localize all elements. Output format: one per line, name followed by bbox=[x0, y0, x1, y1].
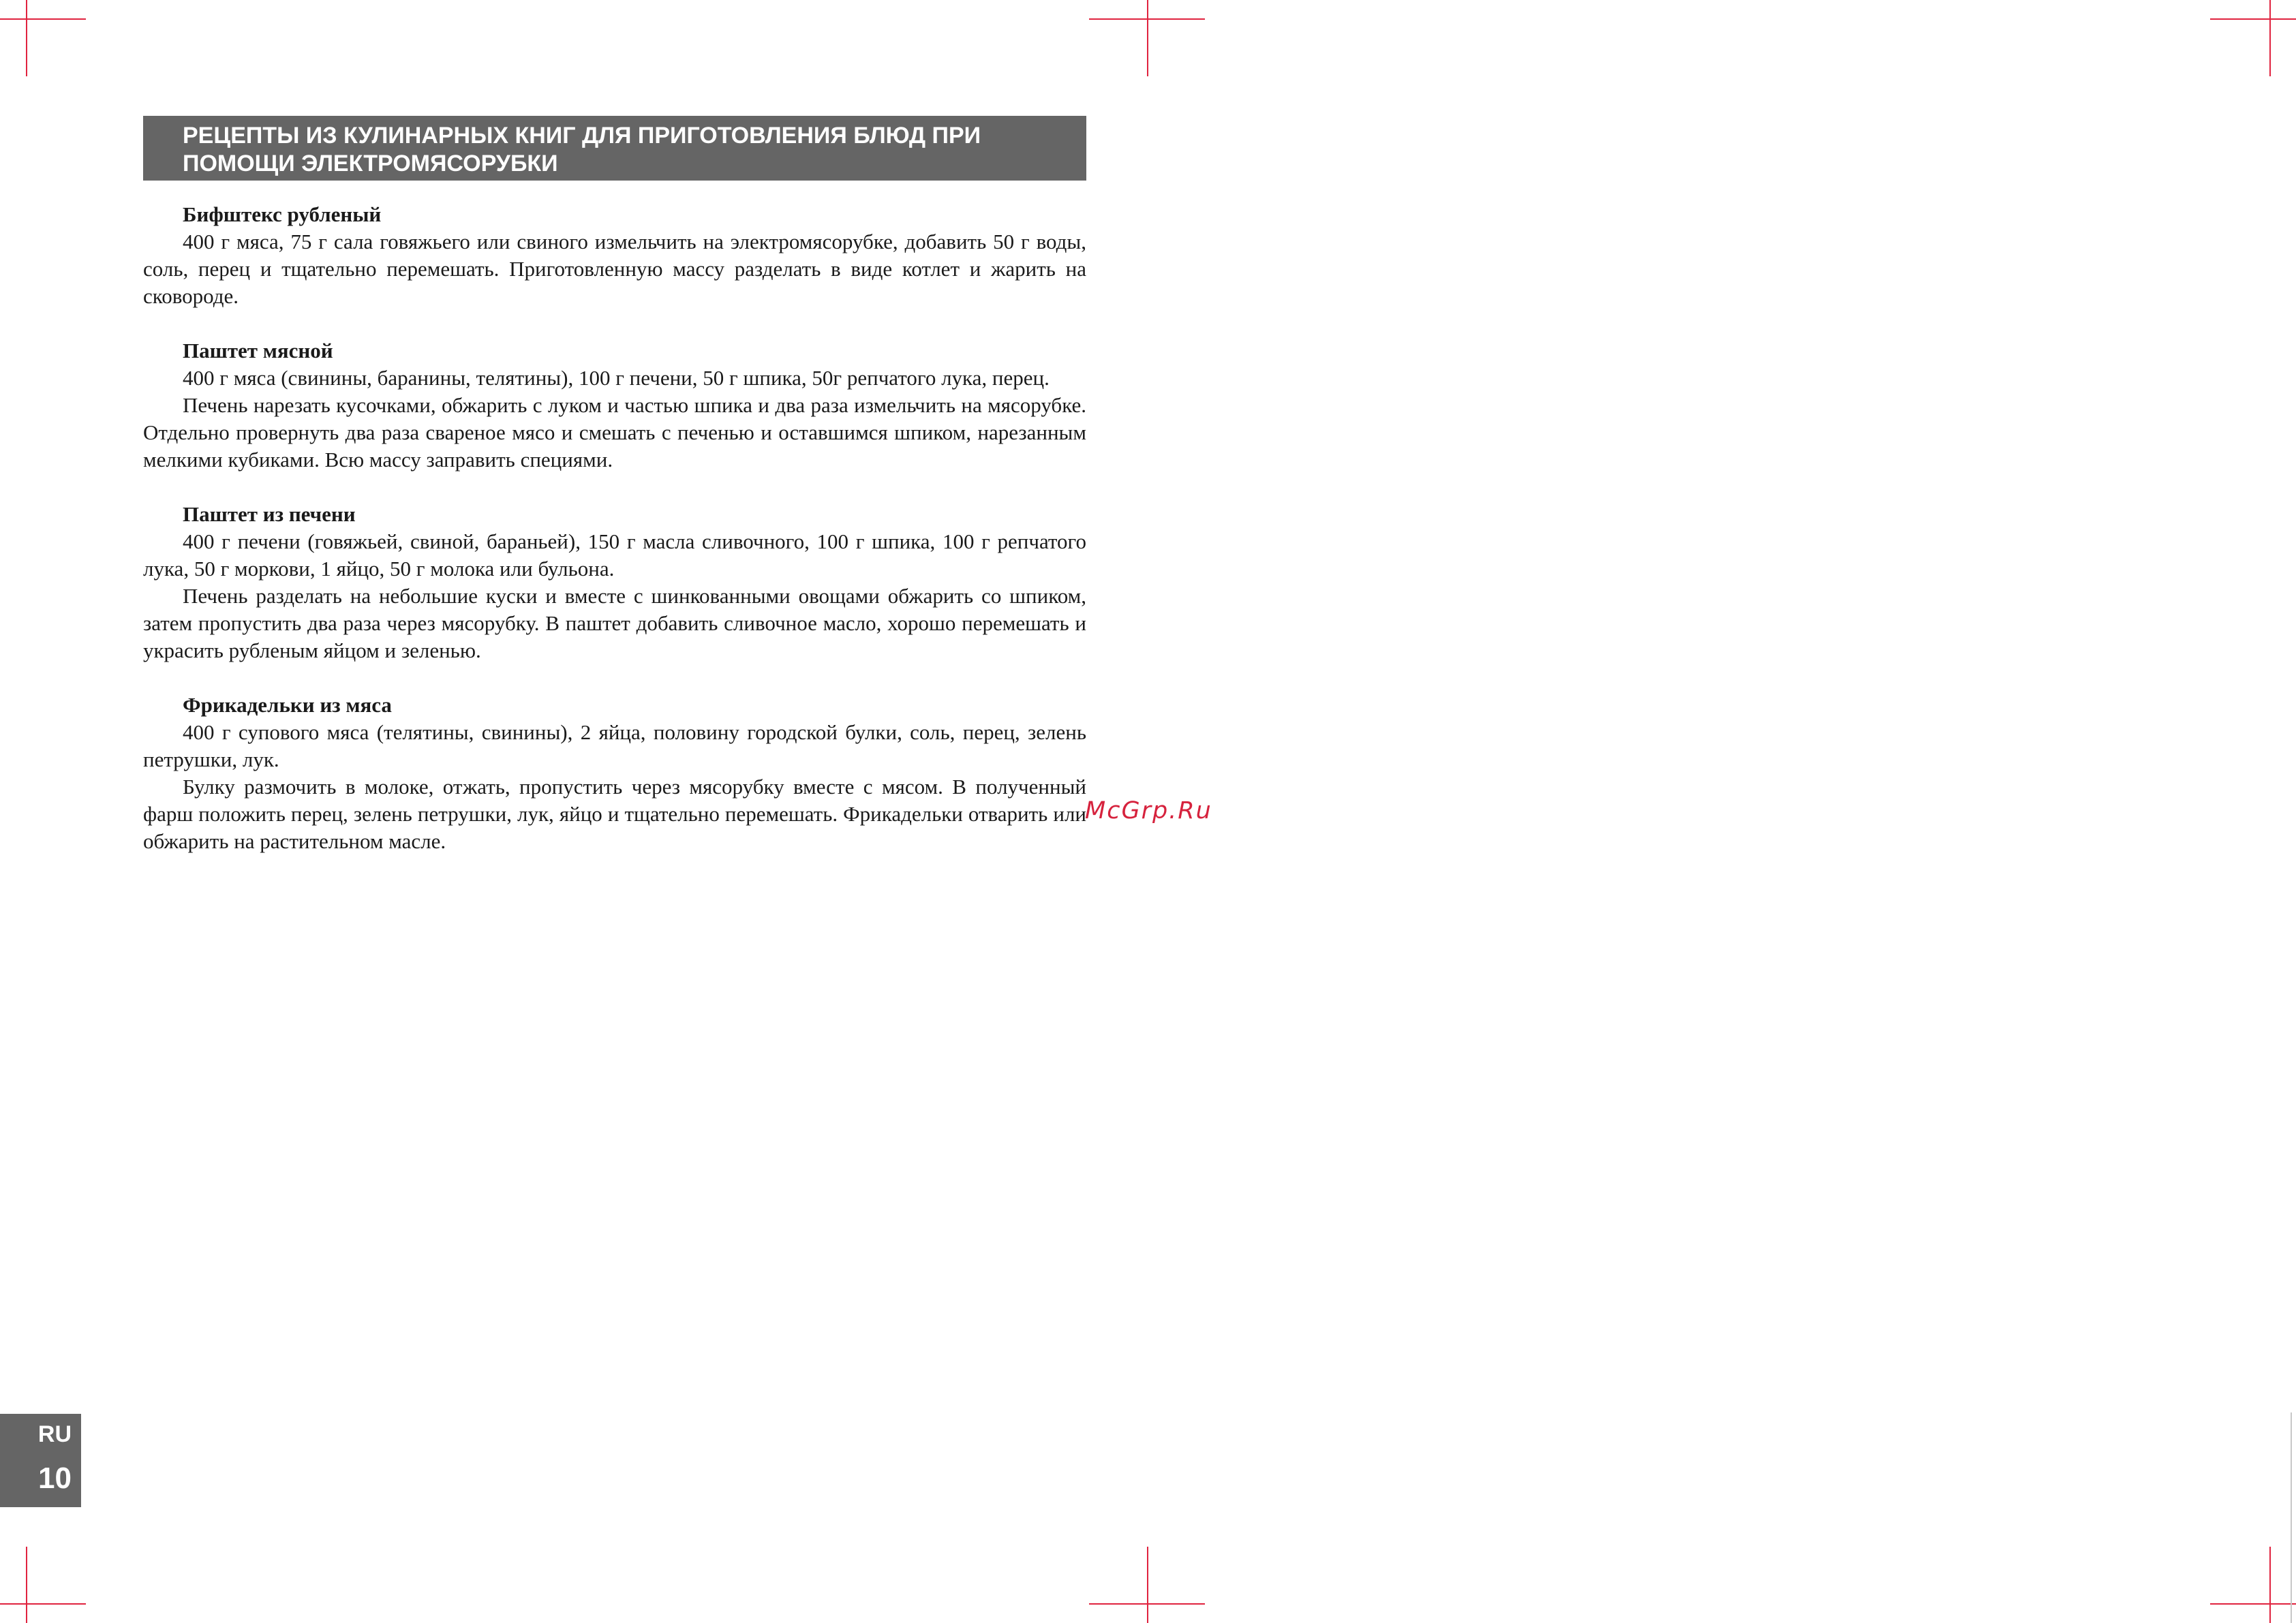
recipe-title: Фрикадельки из мяса bbox=[183, 693, 392, 717]
crop-mark bbox=[0, 18, 86, 20]
crop-mark bbox=[2210, 1603, 2296, 1605]
page-content bbox=[143, 116, 1086, 882]
section-header bbox=[143, 116, 1086, 181]
crop-mark bbox=[26, 1547, 27, 1623]
recipe-paragraph: Булку размочить в молоке, отжать, пропустить через мясорубку вместе с мясом. В полученный фарш положить перец, зелень петрушки, лук, яйцо и тщательно перемешать. Фрикадельки отварить или обжарить на растительном масле. bbox=[143, 775, 1086, 853]
watermark-link[interactable]: McGrp.Ru bbox=[1085, 797, 1212, 824]
recipe-pashtet-iz-pecheni bbox=[143, 501, 1086, 664]
crop-mark bbox=[0, 1603, 86, 1605]
recipe-paragraph: 400 г супового мяса (телятины, свинины), 2 яйца, половину городской булки, соль, перец, зелень петрушки, лук. bbox=[143, 720, 1086, 771]
page-number: 10 bbox=[38, 1462, 72, 1495]
crop-mark bbox=[26, 0, 27, 76]
crop-mark bbox=[1147, 1547, 1148, 1623]
recipe-title: Паштет из печени bbox=[183, 502, 356, 526]
page-tab bbox=[0, 1414, 81, 1507]
crop-mark bbox=[2269, 1547, 2271, 1623]
recipe-paragraph: Печень разделать на небольшие куски и вместе с шинкованными овощами обжарить со шпиком, затем пропустить два раза через мясорубку. В паштет добавить сливочное масло, хорошо перемешать и украсить рубленым яйцом и зеленью. bbox=[143, 584, 1086, 662]
recipe-paragraph: 400 г мяса (свинины, баранины, телятины), 100 г печени, 50 г шпика, 50г репчатого лука, перец. bbox=[183, 366, 1050, 390]
language-label: RU bbox=[37, 1421, 72, 1447]
crop-mark bbox=[2210, 18, 2296, 20]
recipe-list bbox=[143, 201, 1086, 855]
recipe-title: Паштет мясной bbox=[183, 339, 333, 362]
recipe-bifshteks bbox=[143, 201, 1086, 310]
recipe-pashtet-myasnoy bbox=[143, 337, 1086, 474]
recipe-paragraph: 400 г мяса, 75 г сала говяжьего или свиного измельчить на электромясорубке, добавить 50 г воды, соль, перец и тщательно перемешать. Приготовленную массу разделать в виде котлет и жарить на сковороде. bbox=[143, 230, 1086, 308]
crop-mark bbox=[1147, 0, 1148, 76]
section-header-line1: РЕЦЕПТЫ ИЗ КУЛИНАРНЫХ КНИГ ДЛЯ ПРИГОТОВЛЕНИЯ БЛЮД ПРИ bbox=[183, 123, 981, 149]
section-header-line2: ПОМОЩИ ЭЛЕКТРОМЯСОРУБКИ bbox=[183, 151, 558, 176]
page-edge-line bbox=[2291, 1412, 2292, 1623]
recipe-paragraph: Печень нарезать кусочками, обжарить с луком и частью шпика и два раза измельчить на мясорубке. Отдельно провернуть два раза свареное мясо и смешать с печенью и оставшимся шпиком, нарезанным мелкими кубиками. Всю массу заправить специями. bbox=[143, 393, 1086, 472]
recipe-title: Бифштекс рубленый bbox=[183, 202, 382, 226]
recipe-frikadelki bbox=[143, 692, 1086, 855]
crop-mark bbox=[2269, 0, 2271, 76]
recipe-paragraph: 400 г печени (говяжьей, свиной, бараньей), 150 г масла сливочного, 100 г шпика, 100 г репчатого лука, 50 г моркови, 1 яйцо, 50 г молока или бульона. bbox=[143, 529, 1086, 581]
